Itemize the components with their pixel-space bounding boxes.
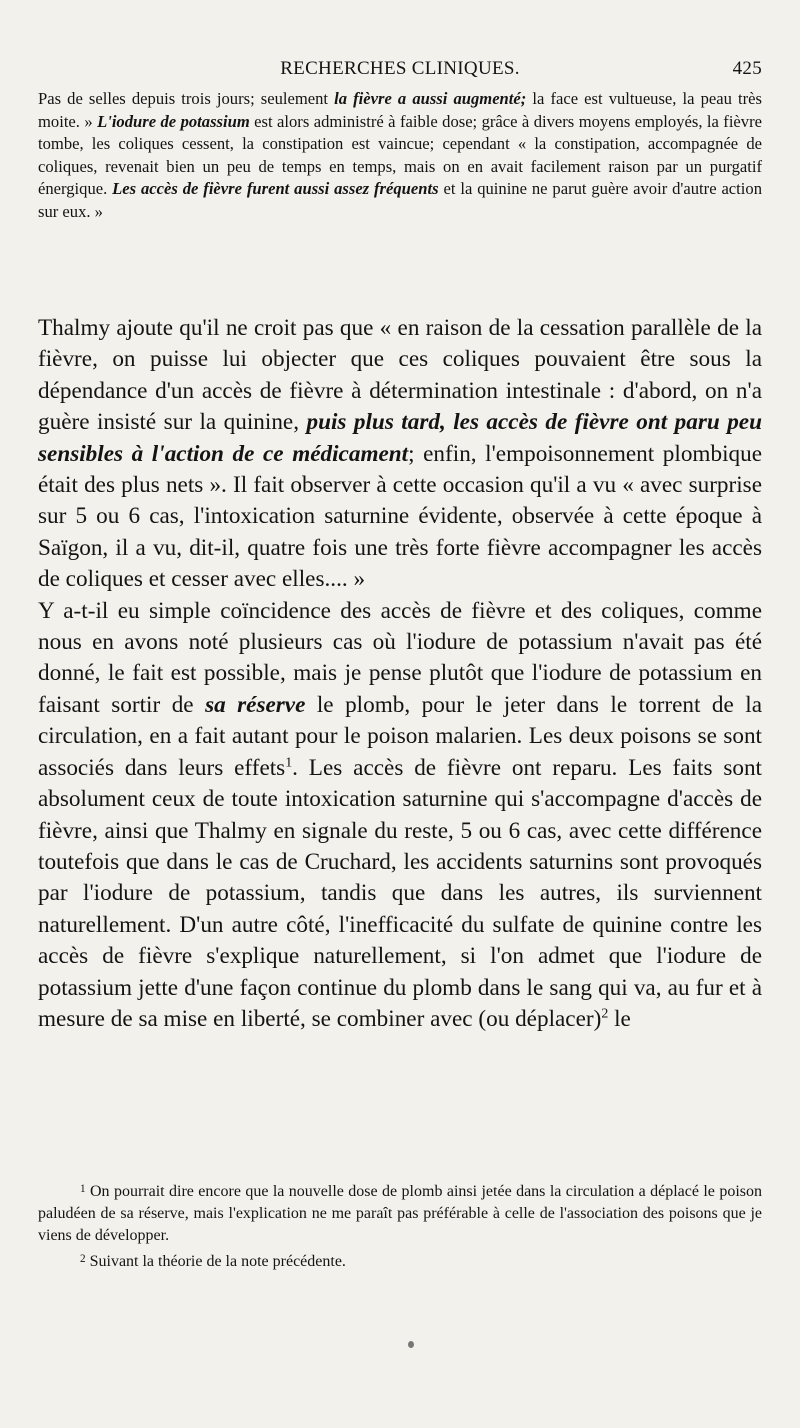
paragraph-emphasis: sa réserve [205,691,306,718]
quote-text: est alors administré à faible dose; grâce à divers moyens employés, la fièvre tombe, les coliques cessent, la constipation est vaincue; cependant « la constipation, accompagnée de coliques, revenait bien un peu de temps en temps, mais on en avait facilement raison par un purgatif énergique. [38,111,762,198]
paragraph-text: le [608,1005,631,1032]
quote-emphasis: L'iodure de potassium [97,111,250,131]
main-text [38,313,762,1035]
footnote [38,1178,762,1248]
footnote-text: Suivant la théorie de la note précédente. [85,1252,346,1270]
page-header [38,58,762,84]
quote-text: Pas de selles depuis trois jours; seulement [38,89,335,108]
paragraph-emphasis: puis plus tard, les accès de fièvre ont paru peu sensibles à l'action de ce médicament [38,409,762,467]
footnote-marker: 2 [80,1252,86,1265]
paragraph [38,313,762,596]
footnote-ref: 1 [285,755,293,771]
footnote-marker: 1 [80,1183,86,1195]
footnote [38,1248,762,1273]
paragraph-text: le plomb, pour le jeter dans le torrent de la circulation, en a fait autant pour le poison malarien. Les deux poisons se sont associés dans leurs effets [38,691,762,781]
footnote-text: On pourrait dire encore que la nouvelle dose de plomb ainsi jetée dans la circulation a déplacé le poison paludéen de sa réserve, mais l'explication ne me paraît pas préférable à celle de l'association des poisons que je viens de développer. [38,1182,762,1245]
quote-emphasis: Les accès de fièvre furent aussi assez fréquents [112,179,439,198]
paragraph [38,596,762,1036]
footnotes [38,1178,762,1273]
ink-speck [408,1341,414,1348]
quote-emphasis: la fièvre a aussi augmenté; [334,89,527,108]
running-title: RECHERCHES CLINIQUES. [280,58,520,79]
quote-text: la face est vultueuse, la peau très moite. » [38,89,762,131]
footnote-ref: 2 [601,1006,609,1022]
page-number: 425 [732,58,762,79]
paragraph-text: ; enfin, l'empoisonnement plombique était des plus nets ». Il fait observer à cette occasion qu'il a vu « avec surprise sur 5 ou 6 cas, l'intoxication saturnine évidente, observée à cette époque à Saïgon, il a vu, dit-il, quatre fois une très forte fièvre accompagner les accès de coliques et cesser avec elles.... » [38,440,762,593]
quoted-passage [38,88,762,223]
paragraph-text: . Les accès de fièvre ont reparu. Les faits sont absolument ceux de toute intoxication saturnine qui s'accompagne d'accès de fièvre, ainsi que Thalmy en signale du reste, 5 ou 6 cas, avec cette différence toutefois que dans le cas de Cruchard, les accidents saturnins sont provoqués par l'iodure de potassium, tandis que dans les autres, ils surviennent naturellement. D'un autre côté, l'inefficacité du sulfate de quinine contre les accès de fièvre s'explique naturellement, si l'on admet que l'iodure de potassium jette d'une façon continue du plomb dans le sang qui va, au fur et à mesure de sa mise en liberté, se combiner avec (ou déplacer) [38,754,762,1032]
quote-text: et la quinine ne parut guère avoir d'autre action sur eux. » [38,179,762,221]
paragraph-text: Thalmy ajoute qu'il ne croit pas que « en raison de la cessation parallèle de la fièvre, on puisse lui objecter que ces coliques pouvaient être sous la dépendance d'un accès de fièvre à détermination intestinale : d'abord, on n'a guère insisté sur la quinine, [38,315,762,436]
paragraph-text: Y a-t-il eu simple coïncidence des accès de fièvre et des coliques, comme nous en avons noté plusieurs cas où l'iodure de potassium n'avait pas été donné, le fait est possible, mais je pense plutôt que l'iodure de potassium en faisant sortir de [38,597,762,718]
